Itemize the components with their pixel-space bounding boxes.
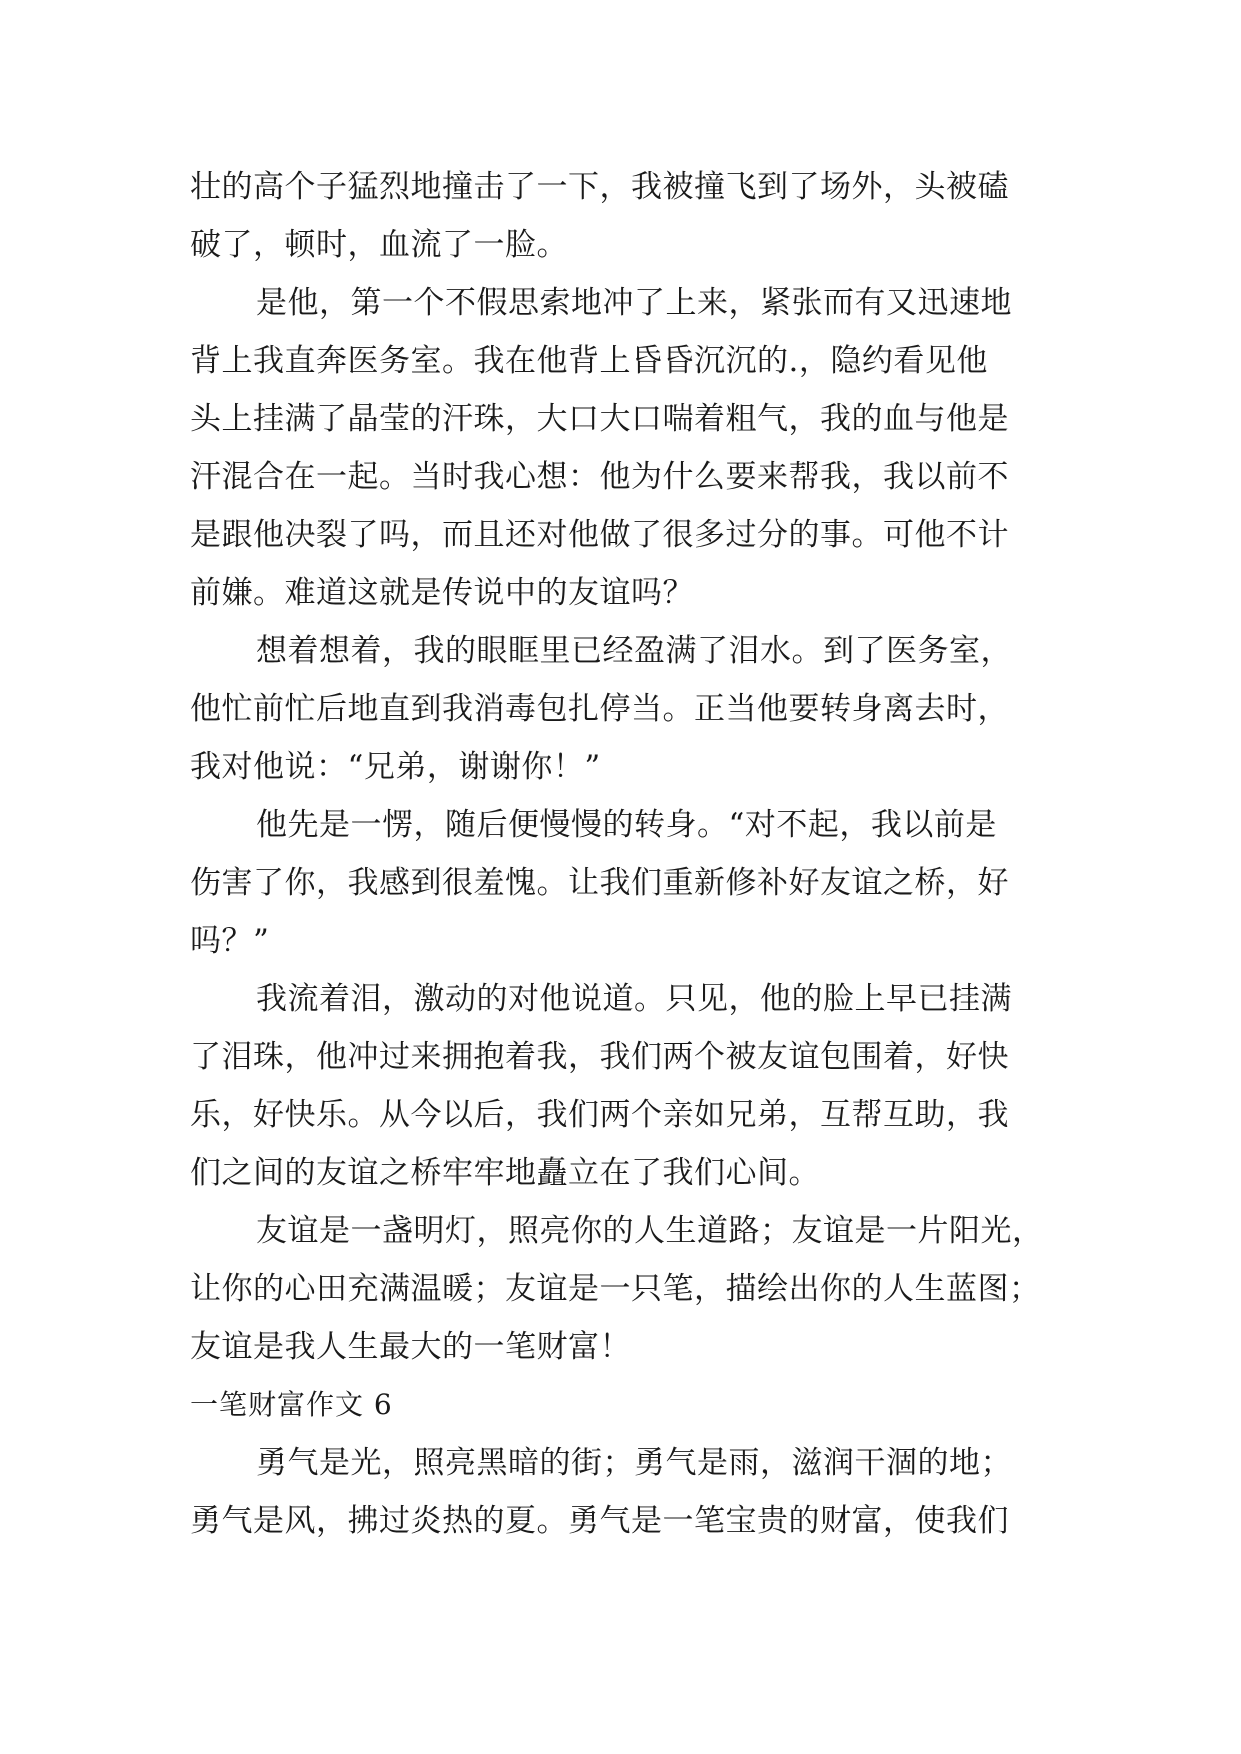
text-line: 他忙前忙后地直到我消毒包扎停当。正当他要转身离去时， xyxy=(190,691,1009,727)
text-line: 我对他说：“兄弟，谢谢你！” xyxy=(190,749,601,785)
paragraph-start-line: 我流着泪，激动的对他说道。只见，他的脸上早已挂满 xyxy=(256,981,1012,1017)
text-line: 吗？” xyxy=(190,923,270,959)
text-line: 了泪珠，他冲过来拥抱着我，我们两个被友谊包围着，好快 xyxy=(190,1039,1009,1075)
paragraph-start-line: 勇气是光，照亮黑暗的街；勇气是雨，滋润干涸的地； xyxy=(256,1445,1012,1481)
text-line: 伤害了你，我感到很羞愧。让我们重新修补好友谊之桥，好 xyxy=(190,865,1009,901)
text-line: 前嫌。难道这就是传说中的友谊吗？ xyxy=(190,575,694,611)
paragraph-start-line: 友谊是一盏明灯，照亮你的人生道路；友谊是一片阳光， xyxy=(256,1213,1044,1249)
paragraph-start-line: 他先是一愣，随后便慢慢的转身。“对不起，我以前是 xyxy=(256,807,997,843)
text-line: 头上挂满了晶莹的汗珠，大口大口喘着粗气，我的血与他是 xyxy=(190,401,1009,437)
paragraph-start-line: 是他，第一个不假思索地冲了上来，紧张而有又迅速地 xyxy=(256,285,1012,321)
text-line: 是跟他决裂了吗，而且还对他做了很多过分的事。可他不计 xyxy=(190,517,1009,553)
text-line: 们之间的友谊之桥牢牢地矗立在了我们心间。 xyxy=(190,1155,820,1191)
section-heading: 一笔财富作文 6 xyxy=(190,1388,393,1421)
text-line: 让你的心田充满温暖；友谊是一只笔，描绘出你的人生蓝图； xyxy=(190,1271,1041,1307)
text-line: 破了，顿时，血流了一脸。 xyxy=(190,227,568,263)
text-line: 壮的高个子猛烈地撞击了一下，我被撞飞到了场外，头被磕 xyxy=(190,169,1009,205)
text-line: 友谊是我人生最大的一笔财富！ xyxy=(190,1329,631,1365)
text-line: 勇气是风，拂过炎热的夏。勇气是一笔宝贵的财富，使我们 xyxy=(190,1503,1009,1539)
text-line: 背上我直奔医务室。我在他背上昏昏沉沉的.，隐约看见他 xyxy=(190,343,988,379)
text-line: 汗混合在一起。当时我心想：他为什么要来帮我，我以前不 xyxy=(190,459,1009,495)
text-line: 乐，好快乐。从今以后，我们两个亲如兄弟，互帮互助，我 xyxy=(190,1097,1009,1133)
document-body xyxy=(190,158,1050,1550)
paragraph-start-line: 想着想着，我的眼眶里已经盈满了泪水。到了医务室， xyxy=(256,633,1012,669)
